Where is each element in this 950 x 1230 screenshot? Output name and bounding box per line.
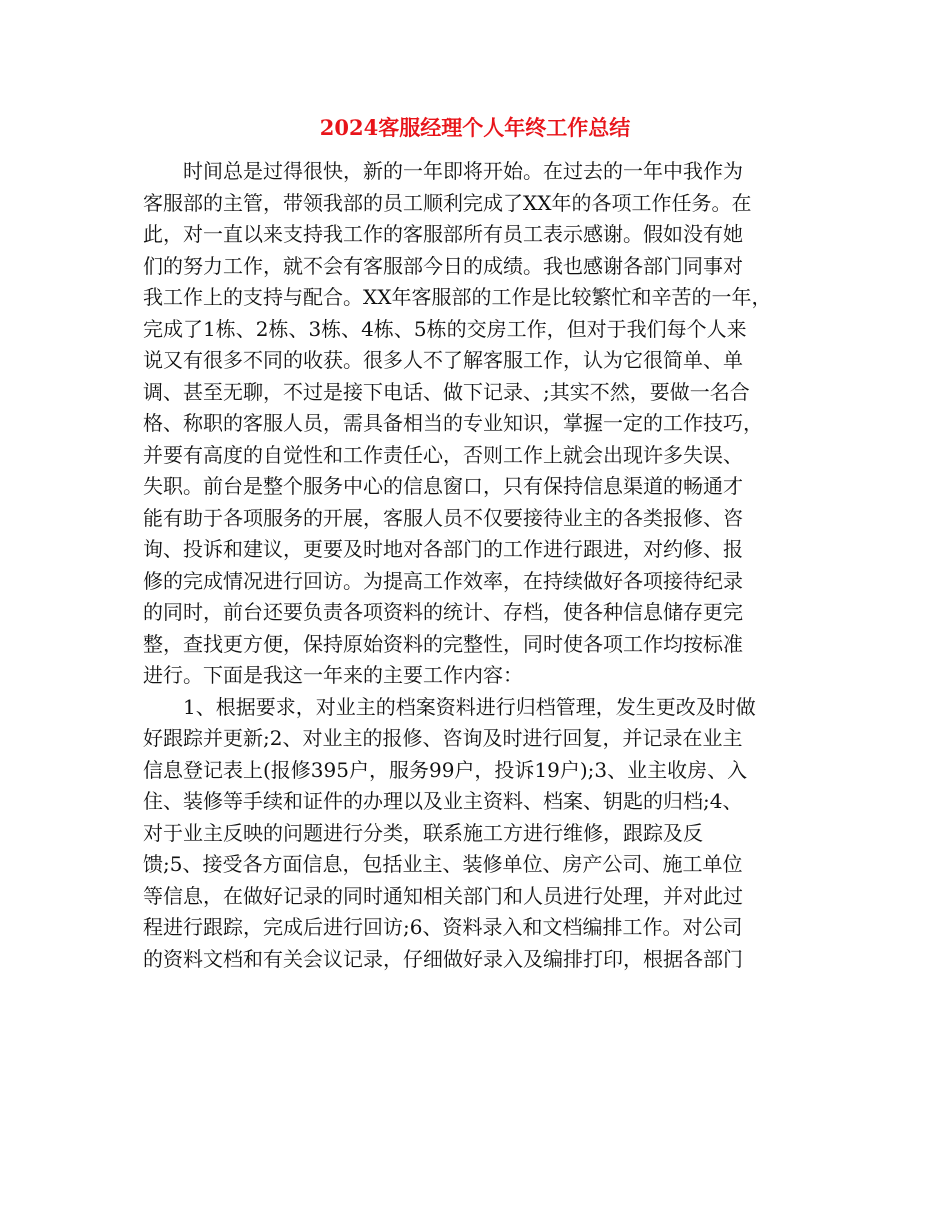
text-line: 调、甚至无聊，不过是接下电话、做下记录、;其实不然，要做一名合 — [143, 379, 750, 404]
text-line: 我工作上的支持与配合。XX年客服部的工作是比较繁忙和辛苦的一年， — [143, 285, 772, 309]
text-line: 时间总是过得很快，新的一年即将开始。在过去的一年中我作为 — [183, 159, 743, 183]
text-line: 馈;5、接受各方面信息，包括业主、装修单位、房产公司、施工单位 — [143, 852, 743, 876]
text-line: 整，查找更方便，保持原始资料的完整性，同时使各项工作均按标准 — [143, 631, 743, 656]
text-line: 对于业主反映的问题进行分类，联系施工方进行维修，跟踪及反 — [143, 820, 703, 845]
text-line: 的资料文档和有关会议记录，仔细做好录入及编排打印，根据各部门 — [143, 946, 743, 971]
text-line: 格、称职的客服人员，需具备相当的专业知识，掌握一定的工作技巧， — [143, 411, 763, 435]
text-line: 住、装修等手续和证件的办理以及业主资料、档案、钥匙的归档;4、 — [143, 789, 743, 813]
text-line: 进行。下面是我这一年来的主要工作内容： — [143, 663, 523, 687]
document-title: 2024客服经理个人年终工作总结 — [319, 115, 631, 140]
text-line: 此，对一直以来支持我工作的客服部所有员工表示感谢。假如没有她 — [143, 222, 743, 246]
text-line: 并要有高度的自觉性和工作责任心，否则工作上就会出现许多失误、 — [143, 442, 743, 467]
text-line: 能有助于各项服务的开展，客服人员不仅要接待业主的各类报修、咨 — [143, 505, 743, 530]
text-line: 修的完成情况进行回访。为提高工作效率，在持续做好各项接待纪录 — [143, 568, 743, 593]
text-line: 1、根据要求，对业主的档案资料进行归档管理，发生更改及时做 — [183, 694, 756, 719]
text-line: 等信息，在做好记录的同时通知相关部门和人员进行处理，并对此过 — [143, 883, 743, 908]
text-line: 们的努力工作，就不会有客服部今日的成绩。我也感谢各部门同事对 — [143, 253, 743, 278]
text-line: 好跟踪并更新;2、对业主的报修、咨询及时进行回复，并记录在业主 — [143, 726, 743, 750]
text-line: 失职。前台是整个服务中心的信息窗口，只有保持信息渠道的畅通才 — [143, 474, 743, 498]
text-line: 信息登记表上(报修395户，服务99户，投诉19户);3、业主收房、入 — [143, 757, 748, 782]
text-line: 客服部的主管，带领我部的员工顺利完成了XX年的各项工作任务。在 — [143, 190, 752, 215]
paragraph — [143, 156, 808, 692]
text-line: 的同时，前台还要负责各项资料的统计、存档，使各种信息储存更完 — [143, 600, 743, 624]
paragraph — [143, 692, 808, 976]
text-line: 说又有很多不同的收获。很多人不了解客服工作，认为它很简单、单 — [143, 348, 743, 372]
text-line: 完成了1栋、2栋、3栋、4栋、5栋的交房工作，但对于我们每个人来 — [143, 316, 747, 341]
document-body — [143, 156, 808, 975]
text-line: 询、投诉和建议，更要及时地对各部门的工作进行跟进，对约修、报 — [143, 537, 743, 561]
text-line: 程进行跟踪，完成后进行回访;6、资料录入和文档编排工作。对公司 — [143, 915, 743, 939]
